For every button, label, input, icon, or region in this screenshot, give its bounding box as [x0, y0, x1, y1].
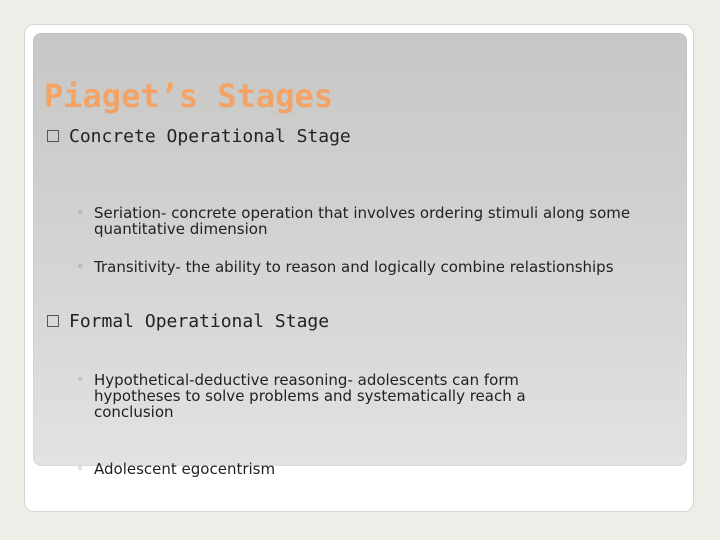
subpoint-transitivity	[77, 259, 677, 275]
subpoint-text: Seriation- concrete operation that involves ordering stimuli along some quantitative dimension	[94, 204, 631, 238]
small-circle-bullet-icon: ◦	[77, 462, 84, 475]
bullet-text: Concrete Operational Stage	[69, 126, 351, 147]
checkbox-square-icon	[47, 130, 59, 142]
checkbox-square-icon	[47, 315, 59, 327]
subpoint-adolescent-egocentrism	[77, 461, 677, 477]
small-circle-bullet-icon: ◦	[77, 260, 84, 273]
subpoint-seriation	[77, 205, 677, 237]
subpoint-text: Transitivity- the ability to reason and logically combine relastionships	[94, 258, 614, 276]
bullet-concrete-operational	[47, 126, 351, 148]
small-circle-bullet-icon: ◦	[77, 373, 84, 386]
slide-title: Piaget’s Stages	[44, 77, 333, 115]
bullet-formal-operational	[47, 311, 329, 333]
subpoint-text: Adolescent egocentrism	[94, 460, 276, 478]
bullet-text: Formal Operational Stage	[69, 311, 330, 332]
subpoint-hypothetical-deductive	[77, 372, 597, 420]
subpoint-text: Hypothetical-deductive reasoning- adolescents can form hypotheses to solve problems and systematically reach a conclusion	[94, 371, 526, 421]
small-circle-bullet-icon: ◦	[77, 206, 84, 219]
